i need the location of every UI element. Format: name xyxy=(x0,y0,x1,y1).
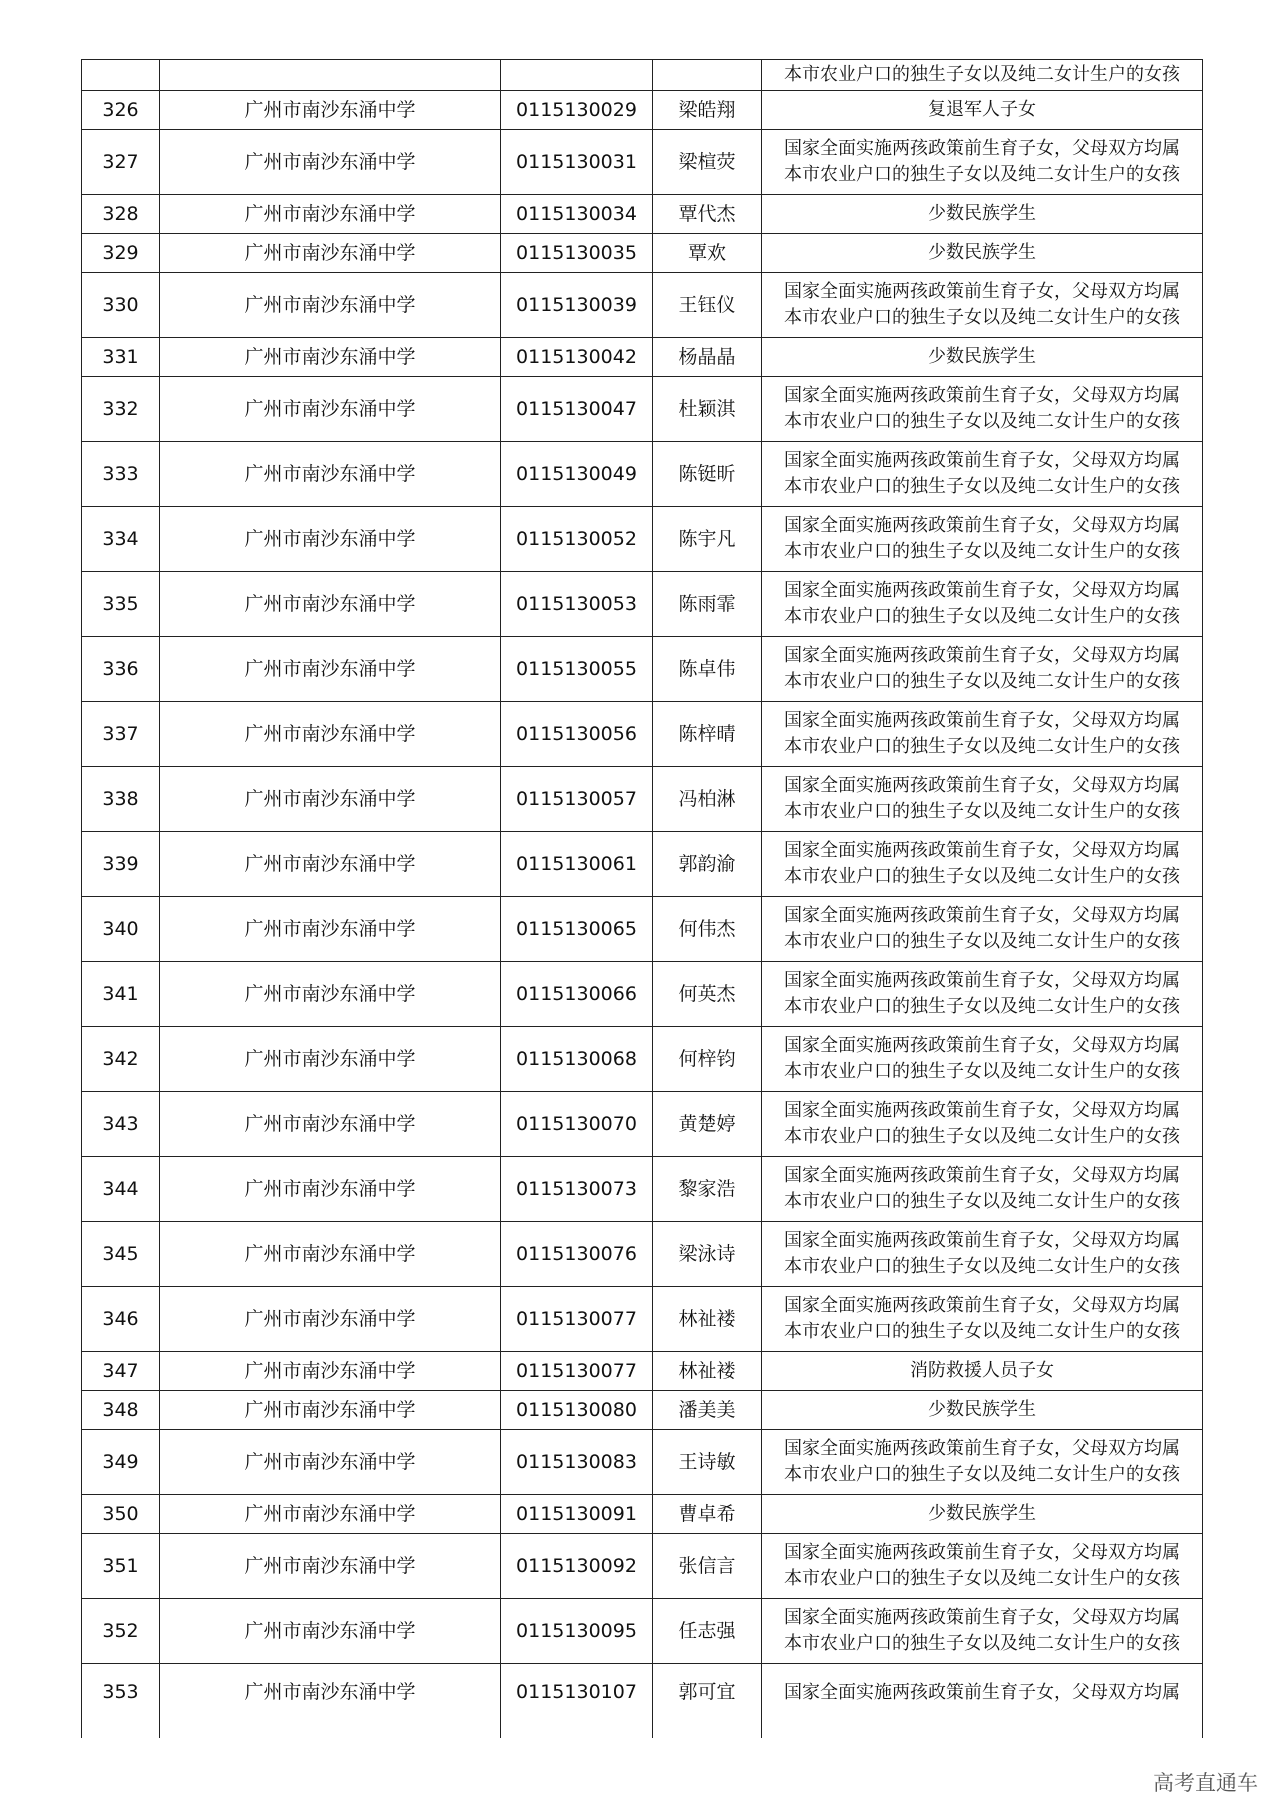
cell-id: 0115130065 xyxy=(501,897,653,962)
cell-school: 广州市南沙东涌中学 xyxy=(160,1391,501,1430)
cell-no: 332 xyxy=(82,377,160,442)
cell-no: 343 xyxy=(82,1092,160,1157)
cell-category xyxy=(762,1222,1203,1287)
table-row xyxy=(82,572,1203,637)
category-line: 本市农业户口的独生子女以及纯二女计生户的女孩 xyxy=(784,606,1180,627)
cell-category xyxy=(762,962,1203,1027)
category-line: 少数民族学生 xyxy=(928,242,1036,263)
cell-category xyxy=(762,442,1203,507)
category-line: 国家全面实施两孩政策前生育子女，父母双方均属 xyxy=(784,450,1180,471)
cell-school: 广州市南沙东涌中学 xyxy=(160,1534,501,1599)
table-row xyxy=(82,1599,1203,1664)
cell-no: 338 xyxy=(82,767,160,832)
table-row xyxy=(82,897,1203,962)
category-line: 国家全面实施两孩政策前生育子女，父母双方均属 xyxy=(784,905,1180,926)
cell-id: 0115130077 xyxy=(501,1352,653,1391)
cell-no: 351 xyxy=(82,1534,160,1599)
cell-no: 328 xyxy=(82,195,160,234)
cell-name: 梁皓翔 xyxy=(653,91,762,130)
cell-id: 0115130057 xyxy=(501,767,653,832)
category-line: 国家全面实施两孩政策前生育子女，父母双方均属 xyxy=(784,515,1180,536)
cell-name: 何英杰 xyxy=(653,962,762,1027)
cell-no: 340 xyxy=(82,897,160,962)
category-line: 国家全面实施两孩政策前生育子女，父母双方均属 xyxy=(784,385,1180,406)
table-row xyxy=(82,377,1203,442)
cell-id: 0115130034 xyxy=(501,195,653,234)
table-row xyxy=(82,1027,1203,1092)
cell-school: 广州市南沙东涌中学 xyxy=(160,637,501,702)
category-line: 国家全面实施两孩政策前生育子女，父母双方均属 xyxy=(784,1165,1180,1186)
category-line: 本市农业户口的独生子女以及纯二女计生户的女孩 xyxy=(784,866,1180,887)
cell-category xyxy=(762,1599,1203,1664)
cell-name: 郭韵渝 xyxy=(653,832,762,897)
cell-name: 陈铤昕 xyxy=(653,442,762,507)
category-line: 复退军人子女 xyxy=(928,99,1036,120)
cell-name: 陈雨霏 xyxy=(653,572,762,637)
category-line: 国家全面实施两孩政策前生育子女，父母双方均属 xyxy=(784,281,1180,302)
cell-school: 广州市南沙东涌中学 xyxy=(160,377,501,442)
cell-school: 广州市南沙东涌中学 xyxy=(160,1495,501,1534)
cell-name: 覃欢 xyxy=(653,234,762,273)
cell-school: 广州市南沙东涌中学 xyxy=(160,1599,501,1664)
cell-category xyxy=(762,897,1203,962)
cell-school: 广州市南沙东涌中学 xyxy=(160,338,501,377)
student-table-body xyxy=(82,60,1203,1739)
category-line: 国家全面实施两孩政策前生育子女，父母双方均属 xyxy=(784,1230,1180,1251)
cell-name: 黄楚婷 xyxy=(653,1092,762,1157)
cell-name: 何伟杰 xyxy=(653,897,762,962)
table-row xyxy=(82,273,1203,338)
category-line: 国家全面实施两孩政策前生育子女，父母双方均属 xyxy=(784,840,1180,861)
cell-id: 0115130077 xyxy=(501,1287,653,1352)
cell-id: 0115130073 xyxy=(501,1157,653,1222)
cell-name: 潘美美 xyxy=(653,1391,762,1430)
cell-id: 0115130049 xyxy=(501,442,653,507)
cell-id: 0115130047 xyxy=(501,377,653,442)
cell-school: 广州市南沙东涌中学 xyxy=(160,1287,501,1352)
table-row xyxy=(82,1287,1203,1352)
cell-school: 广州市南沙东涌中学 xyxy=(160,234,501,273)
cell-category xyxy=(762,572,1203,637)
cell-no: 329 xyxy=(82,234,160,273)
category-line: 本市农业户口的独生子女以及纯二女计生户的女孩 xyxy=(784,476,1180,497)
cell-name: 杜颖淇 xyxy=(653,377,762,442)
cell-school: 广州市南沙东涌中学 xyxy=(160,1430,501,1495)
cell-name: 陈卓伟 xyxy=(653,637,762,702)
cell-no: 335 xyxy=(82,572,160,637)
category-line: 消防救援人员子女 xyxy=(910,1360,1054,1381)
category-line: 国家全面实施两孩政策前生育子女，父母双方均属 xyxy=(784,710,1180,731)
cell-name: 王钰仪 xyxy=(653,273,762,338)
cell-name: 王诗敏 xyxy=(653,1430,762,1495)
table-row xyxy=(82,767,1203,832)
cell-school: 广州市南沙东涌中学 xyxy=(160,962,501,1027)
table-row xyxy=(82,1222,1203,1287)
cell-category xyxy=(762,130,1203,195)
cell-id: 0115130053 xyxy=(501,572,653,637)
cell-name: 张信言 xyxy=(653,1534,762,1599)
cell-school: 广州市南沙东涌中学 xyxy=(160,897,501,962)
cell-category xyxy=(762,377,1203,442)
category-line: 国家全面实施两孩政策前生育子女，父母双方均属 xyxy=(784,1438,1180,1459)
cell-name: 郭可宜 xyxy=(653,1664,762,1739)
cell-category xyxy=(762,1534,1203,1599)
cell-name: 任志强 xyxy=(653,1599,762,1664)
table-row xyxy=(82,962,1203,1027)
cell-no: 337 xyxy=(82,702,160,767)
cell-no: 331 xyxy=(82,338,160,377)
cell-no: 327 xyxy=(82,130,160,195)
category-line: 本市农业户口的独生子女以及纯二女计生户的女孩 xyxy=(784,996,1180,1017)
category-line: 少数民族学生 xyxy=(928,203,1036,224)
cell-name: 陈梓晴 xyxy=(653,702,762,767)
cell-id: 0115130107 xyxy=(501,1664,653,1739)
cell-category xyxy=(762,338,1203,377)
cell-school: 广州市南沙东涌中学 xyxy=(160,1027,501,1092)
cell-category xyxy=(762,60,1203,91)
table-row xyxy=(82,1430,1203,1495)
cell-school: 广州市南沙东涌中学 xyxy=(160,767,501,832)
category-line: 本市农业户口的独生子女以及纯二女计生户的女孩 xyxy=(784,671,1180,692)
category-line: 本市农业户口的独生子女以及纯二女计生户的女孩 xyxy=(784,1061,1180,1082)
cell-school: 广州市南沙东涌中学 xyxy=(160,1157,501,1222)
cell-school: 广州市南沙东涌中学 xyxy=(160,1352,501,1391)
table-row xyxy=(82,1495,1203,1534)
cell-id: 0115130095 xyxy=(501,1599,653,1664)
cell-name: 梁泳诗 xyxy=(653,1222,762,1287)
cell-no: 336 xyxy=(82,637,160,702)
cell-no: 344 xyxy=(82,1157,160,1222)
cell-id: 0115130080 xyxy=(501,1391,653,1430)
cell-no: 346 xyxy=(82,1287,160,1352)
table-row xyxy=(82,338,1203,377)
cell-id: 0115130068 xyxy=(501,1027,653,1092)
cell-school: 广州市南沙东涌中学 xyxy=(160,702,501,767)
cell-school: 广州市南沙东涌中学 xyxy=(160,1222,501,1287)
category-line: 国家全面实施两孩政策前生育子女，父母双方均属 xyxy=(784,775,1180,796)
watermark: 高考直通车 xyxy=(1153,1771,1258,1795)
cell-school: 广州市南沙东涌中学 xyxy=(160,1092,501,1157)
category-line: 本市农业户口的独生子女以及纯二女计生户的女孩 xyxy=(784,931,1180,952)
cell-no: 334 xyxy=(82,507,160,572)
cell-id: 0115130083 xyxy=(501,1430,653,1495)
cell-id: 0115130055 xyxy=(501,637,653,702)
table-row xyxy=(82,1157,1203,1222)
category-line: 本市农业户口的独生子女以及纯二女计生户的女孩 xyxy=(784,1568,1180,1589)
cell-category xyxy=(762,767,1203,832)
table-row xyxy=(82,1534,1203,1599)
cell-name: 林祉褛 xyxy=(653,1287,762,1352)
category-line: 本市农业户口的独生子女以及纯二女计生户的女孩 xyxy=(784,541,1180,562)
cell-name: 覃代杰 xyxy=(653,195,762,234)
cell-category xyxy=(762,1287,1203,1352)
cell-category xyxy=(762,273,1203,338)
cell-category xyxy=(762,1027,1203,1092)
cell-no: 341 xyxy=(82,962,160,1027)
cell-name: 何梓钧 xyxy=(653,1027,762,1092)
category-line: 国家全面实施两孩政策前生育子女，父母双方均属 xyxy=(784,1100,1180,1121)
category-line: 本市农业户口的独生子女以及纯二女计生户的女孩 xyxy=(784,64,1180,85)
category-line: 本市农业户口的独生子女以及纯二女计生户的女孩 xyxy=(784,1321,1180,1342)
cell-no: 348 xyxy=(82,1391,160,1430)
category-line: 国家全面实施两孩政策前生育子女，父母双方均属 xyxy=(784,970,1180,991)
category-line: 本市农业户口的独生子女以及纯二女计生户的女孩 xyxy=(784,1464,1180,1485)
cell-school: 广州市南沙东涌中学 xyxy=(160,91,501,130)
cell-no: 333 xyxy=(82,442,160,507)
category-line: 本市农业户口的独生子女以及纯二女计生户的女孩 xyxy=(784,164,1180,185)
table-row xyxy=(82,130,1203,195)
cell-no: 353 xyxy=(82,1664,160,1739)
cell-name: 梁楦荧 xyxy=(653,130,762,195)
cell-no: 349 xyxy=(82,1430,160,1495)
category-line: 少数民族学生 xyxy=(928,1399,1036,1420)
table-row-continued xyxy=(82,60,1203,91)
cell-id: 0115130042 xyxy=(501,338,653,377)
cell-no: 352 xyxy=(82,1599,160,1664)
category-line: 本市农业户口的独生子女以及纯二女计生户的女孩 xyxy=(784,736,1180,757)
table-row xyxy=(82,702,1203,767)
cell-school: 广州市南沙东涌中学 xyxy=(160,1664,501,1739)
cell-category xyxy=(762,832,1203,897)
category-line: 本市农业户口的独生子女以及纯二女计生户的女孩 xyxy=(784,801,1180,822)
cell-id: 0115130076 xyxy=(501,1222,653,1287)
cell-name: 林祉褛 xyxy=(653,1352,762,1391)
cell-name: 陈宇凡 xyxy=(653,507,762,572)
cell-category xyxy=(762,637,1203,702)
category-line: 少数民族学生 xyxy=(928,1503,1036,1524)
cell-id: 0115130061 xyxy=(501,832,653,897)
cell-name: 杨晶晶 xyxy=(653,338,762,377)
table-row xyxy=(82,91,1203,130)
category-line: 国家全面实施两孩政策前生育子女，父母双方均属 xyxy=(784,1542,1180,1563)
table-row xyxy=(82,442,1203,507)
cell-no: 330 xyxy=(82,273,160,338)
cell-category xyxy=(762,234,1203,273)
cell-school: 广州市南沙东涌中学 xyxy=(160,832,501,897)
category-line: 本市农业户口的独生子女以及纯二女计生户的女孩 xyxy=(784,1126,1180,1147)
category-line: 国家全面实施两孩政策前生育子女，父母双方均属 xyxy=(784,1607,1180,1628)
table-row xyxy=(82,637,1203,702)
cell-no: 339 xyxy=(82,832,160,897)
cell-no: 347 xyxy=(82,1352,160,1391)
cell-category xyxy=(762,1092,1203,1157)
category-line: 本市农业户口的独生子女以及纯二女计生户的女孩 xyxy=(784,1191,1180,1212)
table-row xyxy=(82,1092,1203,1157)
category-line: 国家全面实施两孩政策前生育子女，父母双方均属 xyxy=(784,1682,1180,1703)
cell-category xyxy=(762,702,1203,767)
cell-school: 广州市南沙东涌中学 xyxy=(160,507,501,572)
table-row xyxy=(82,195,1203,234)
table-row xyxy=(82,832,1203,897)
cell-no: 350 xyxy=(82,1495,160,1534)
cell-id: 0115130056 xyxy=(501,702,653,767)
cell-category xyxy=(762,1352,1203,1391)
cell-id: 0115130066 xyxy=(501,962,653,1027)
category-line: 国家全面实施两孩政策前生育子女，父母双方均属 xyxy=(784,645,1180,666)
cell-name xyxy=(653,60,762,91)
category-line: 本市农业户口的独生子女以及纯二女计生户的女孩 xyxy=(784,1256,1180,1277)
cell-school: 广州市南沙东涌中学 xyxy=(160,195,501,234)
cell-id: 0115130092 xyxy=(501,1534,653,1599)
category-line: 本市农业户口的独生子女以及纯二女计生户的女孩 xyxy=(784,411,1180,432)
student-table xyxy=(81,59,1203,1738)
cell-category xyxy=(762,507,1203,572)
cell-school: 广州市南沙东涌中学 xyxy=(160,130,501,195)
cell-no: 342 xyxy=(82,1027,160,1092)
cell-category xyxy=(762,195,1203,234)
cell-id: 0115130091 xyxy=(501,1495,653,1534)
table-row xyxy=(82,507,1203,572)
cell-category xyxy=(762,1495,1203,1534)
cell-name: 黎家浩 xyxy=(653,1157,762,1222)
cell-school: 广州市南沙东涌中学 xyxy=(160,442,501,507)
category-line: 国家全面实施两孩政策前生育子女，父母双方均属 xyxy=(784,1035,1180,1056)
category-line: 国家全面实施两孩政策前生育子女，父母双方均属 xyxy=(784,138,1180,159)
category-line: 本市农业户口的独生子女以及纯二女计生户的女孩 xyxy=(784,1633,1180,1654)
cell-school: 广州市南沙东涌中学 xyxy=(160,572,501,637)
cell-no xyxy=(82,60,160,91)
cell-id: 0115130035 xyxy=(501,234,653,273)
cell-category xyxy=(762,1157,1203,1222)
table-row xyxy=(82,1391,1203,1430)
cell-category xyxy=(762,1664,1203,1739)
cell-no: 326 xyxy=(82,91,160,130)
cell-category xyxy=(762,1391,1203,1430)
cell-name: 曹卓希 xyxy=(653,1495,762,1534)
table-row xyxy=(82,1664,1203,1739)
cell-no: 345 xyxy=(82,1222,160,1287)
cell-id: 0115130052 xyxy=(501,507,653,572)
category-line: 本市农业户口的独生子女以及纯二女计生户的女孩 xyxy=(784,307,1180,328)
cell-id: 0115130029 xyxy=(501,91,653,130)
cell-id xyxy=(501,60,653,91)
cell-id: 0115130039 xyxy=(501,273,653,338)
cell-school: 广州市南沙东涌中学 xyxy=(160,273,501,338)
category-line: 国家全面实施两孩政策前生育子女，父母双方均属 xyxy=(784,1295,1180,1316)
table-row xyxy=(82,1352,1203,1391)
cell-id: 0115130031 xyxy=(501,130,653,195)
table-row xyxy=(82,234,1203,273)
category-line: 少数民族学生 xyxy=(928,346,1036,367)
cell-category xyxy=(762,1430,1203,1495)
cell-id: 0115130070 xyxy=(501,1092,653,1157)
category-line: 国家全面实施两孩政策前生育子女，父母双方均属 xyxy=(784,580,1180,601)
cell-category xyxy=(762,91,1203,130)
cell-school xyxy=(160,60,501,91)
cell-name: 冯柏淋 xyxy=(653,767,762,832)
